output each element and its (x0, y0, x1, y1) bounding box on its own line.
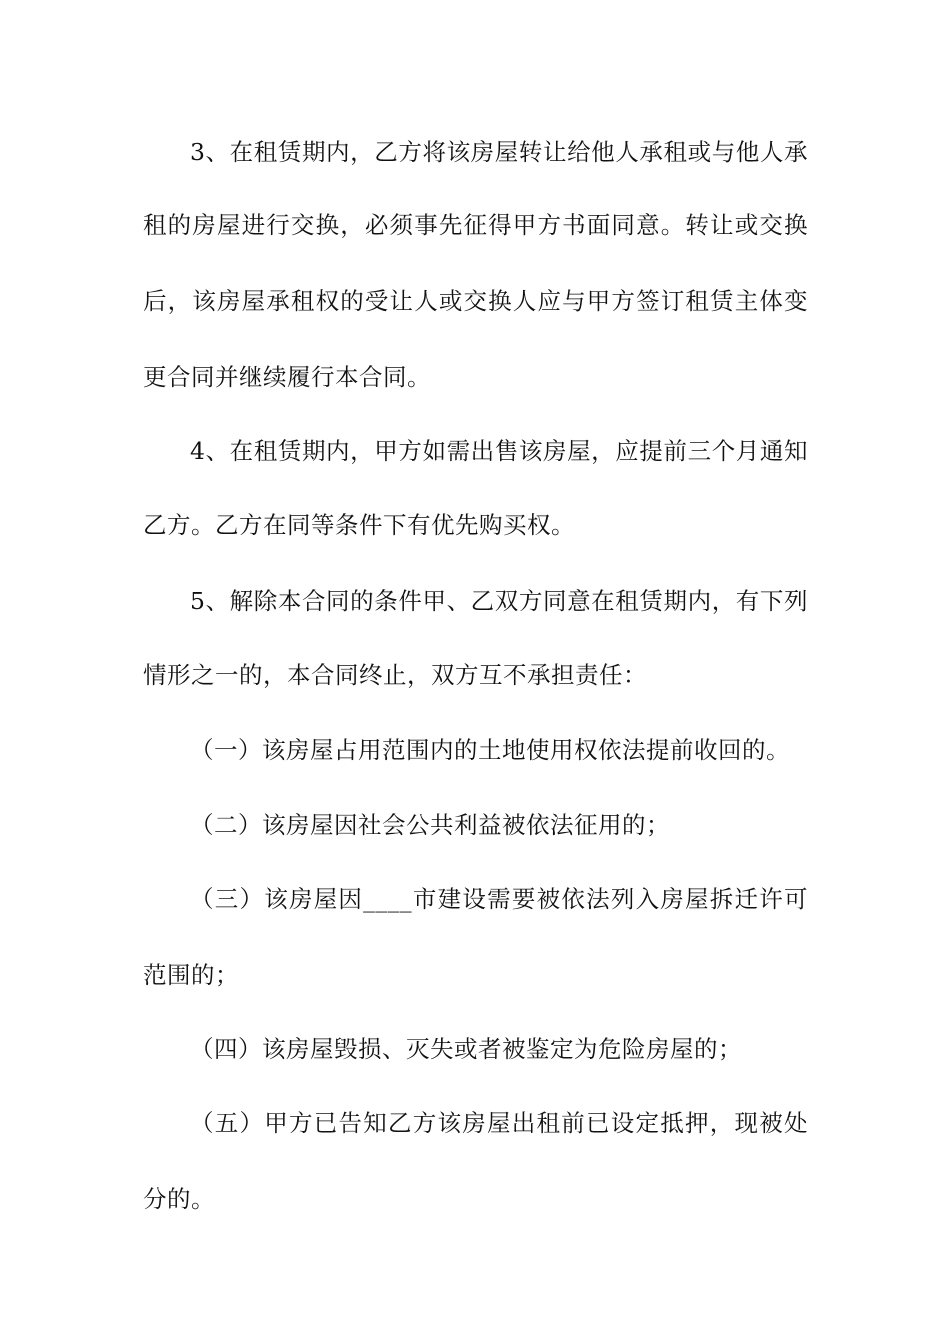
paragraph-3-line-1: 3、在租赁期内，乙方将该房屋转让给他人承租或与他人承 (190, 138, 808, 166)
clause-item-4: （四）该房屋毁损、灭失或者被鉴定为危险房屋的； (190, 1035, 742, 1063)
clause-item-3-line-1: （三）该房屋因____市建设需要被依法列入房屋拆迁许可 (190, 885, 808, 913)
clause-item-5-line-1: （五）甲方已告知乙方该房屋出租前已设定抵押，现被处 (190, 1109, 808, 1137)
clause-item-3-line-2: 范围的； (143, 961, 239, 989)
clause-item-1: （一）该房屋占用范围内的土地使用权依法提前收回的。 (190, 736, 790, 764)
paragraph-5-line-1: 5、解除本合同的条件甲、乙双方同意在租赁期内，有下列 (190, 587, 808, 615)
paragraph-3-line-2: 租的房屋进行交换，必须事先征得甲方书面同意。转让或交换 (143, 211, 808, 239)
paragraph-4-line-1: 4、在租赁期内，甲方如需出售该房屋，应提前三个月通知 (190, 437, 808, 465)
paragraph-5-line-2: 情形之一的，本合同终止，双方互不承担责任： (143, 661, 647, 689)
paragraph-4-line-2: 乙方。乙方在同等条件下有优先购买权。 (143, 511, 575, 539)
paragraph-3-line-4: 更合同并继续履行本合同。 (143, 363, 431, 391)
paragraph-3-line-3: 后，该房屋承租权的受让人或交换人应与甲方签订租赁主体变 (143, 287, 808, 315)
clause-item-2: （二）该房屋因社会公共利益被依法征用的； (190, 811, 670, 839)
clause-item-5-line-2: 分的。 (143, 1185, 215, 1213)
